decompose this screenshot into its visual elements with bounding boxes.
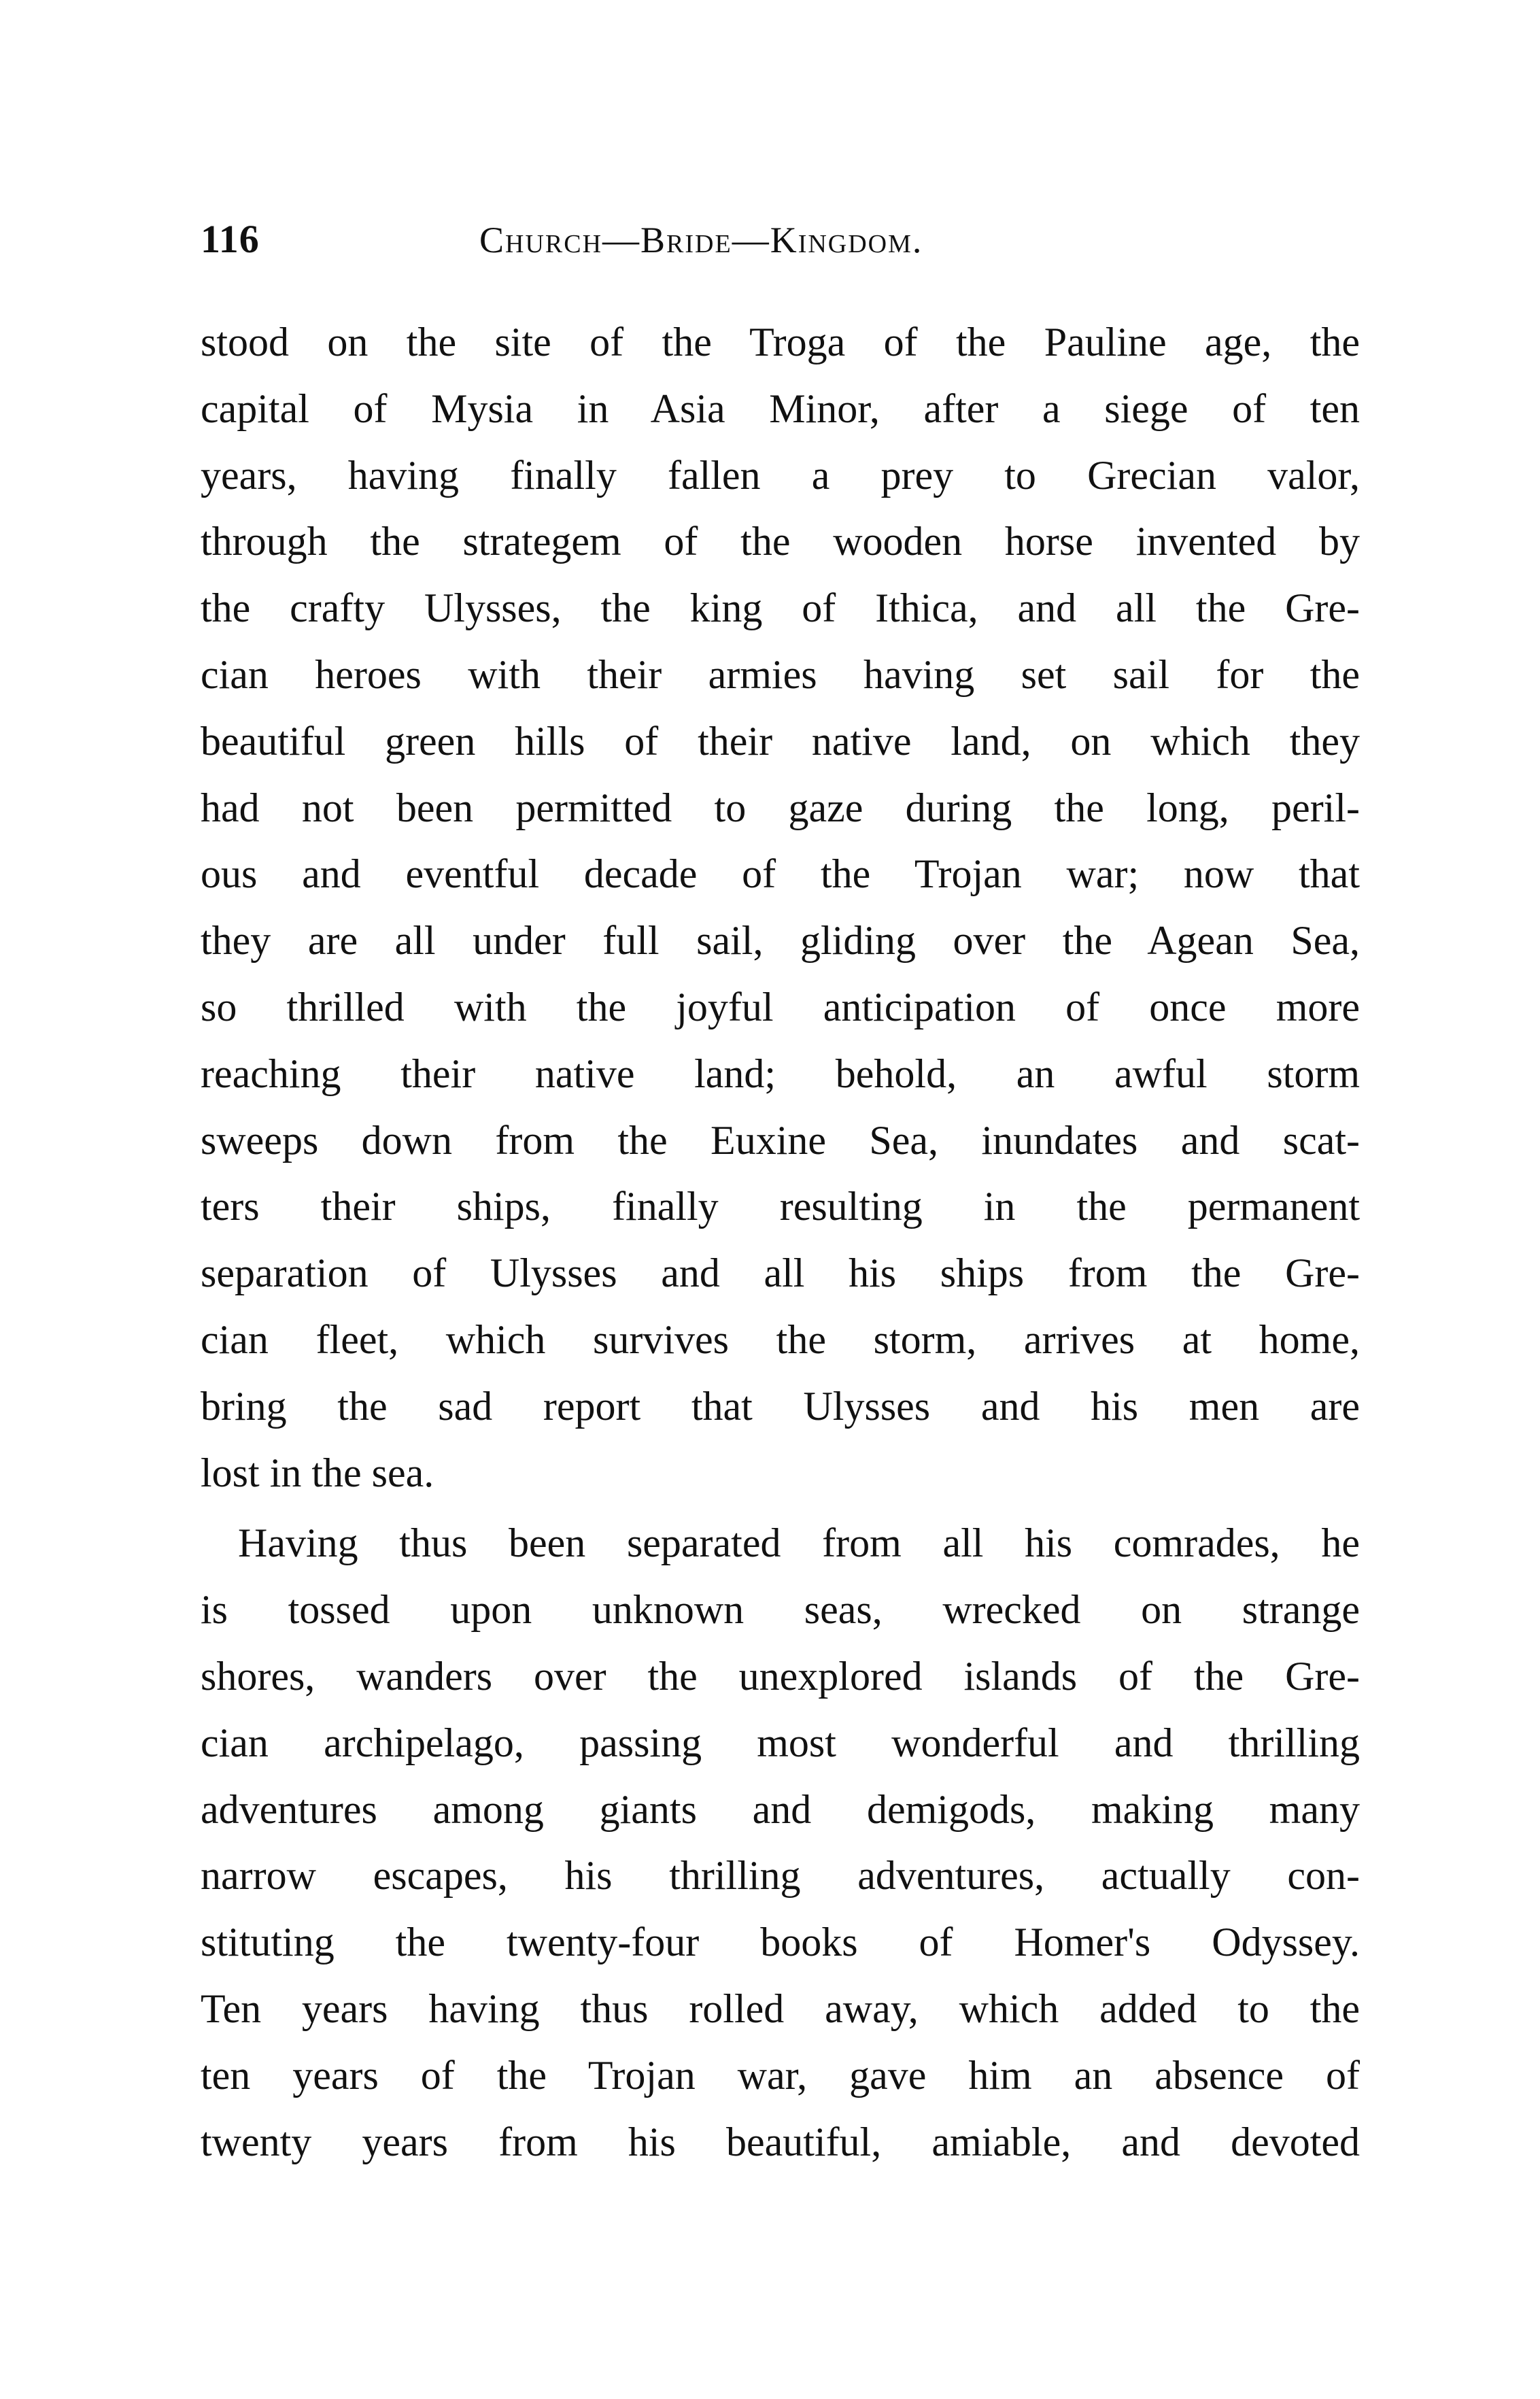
page-number: 116 xyxy=(201,217,260,261)
text-line: the crafty Ulysses, the king of Ithica, and all the Gre- xyxy=(201,585,1360,631)
text-line: Ten years having thus rolled away, which added to the xyxy=(201,1986,1360,2031)
text-line: sweeps down from the Euxine Sea, inundates and scat- xyxy=(201,1117,1360,1163)
text-line: cian heroes with their armies having set sail for the xyxy=(201,651,1360,697)
text-line: cian archipelago, passing most wonderful and thrilling xyxy=(201,1720,1360,1765)
text-line: they are all under full sail, gliding over the Agean Sea, xyxy=(201,918,1360,964)
text-line: bring the sad report that Ulysses and his men are xyxy=(201,1383,1360,1429)
text-line: capital of Mysia in Asia Minor, after a siege of ten xyxy=(201,386,1360,431)
text-line: is tossed upon unknown seas, wrecked on strange xyxy=(201,1587,1360,1633)
text-line: ters their ships, finally resulting in the permanent xyxy=(201,1184,1360,1229)
text-line: ous and eventful decade of the Trojan war; now that xyxy=(201,851,1360,897)
text-line: stood on the site of the Troga of the Pauline age, the xyxy=(201,320,1360,364)
running-head: Church—Bride—Kingdom. xyxy=(479,220,923,260)
text-line: cian fleet, which survives the storm, arrives at home, xyxy=(201,1316,1360,1362)
text-line: years, having finally fallen a prey to Grecian valor, xyxy=(201,452,1360,498)
text-line: had not been permitted to gaze during the long, peril- xyxy=(201,785,1360,830)
paragraph-1 xyxy=(201,309,1360,1506)
text-line: Having thus been separated from all his comrades, he xyxy=(238,1520,1360,1566)
body-text xyxy=(201,309,1360,2175)
text-line: beautiful green hills of their native land, on which they xyxy=(201,718,1360,764)
text-line: separation of Ulysses and all his ships from the Gre- xyxy=(201,1250,1360,1296)
text-line: shores, wanders over the unexplored islands of the Gre- xyxy=(201,1653,1360,1699)
text-line: ten years of the Trojan war, gave him an absence of xyxy=(201,2052,1360,2098)
page-header xyxy=(201,216,1356,271)
text-line: so thrilled with the joyful anticipation of once more xyxy=(201,984,1360,1030)
text-line: twenty years from his beautiful, amiable, and devoted xyxy=(201,2119,1360,2164)
text-line: reaching their native land; behold, an awful storm xyxy=(201,1051,1360,1096)
text-line: narrow escapes, his thrilling adventures, actually con- xyxy=(201,1853,1360,1899)
paragraph-2 xyxy=(201,1510,1360,2175)
text-line: through the strategem of the wooden horse invented by xyxy=(201,519,1360,564)
text-line: stituting the twenty-four books of Homer's Odyssey. xyxy=(201,1920,1360,1965)
text-line: adventures among giants and demigods, making many xyxy=(201,1786,1360,1832)
text-line: lost in the sea. xyxy=(201,1450,434,1495)
